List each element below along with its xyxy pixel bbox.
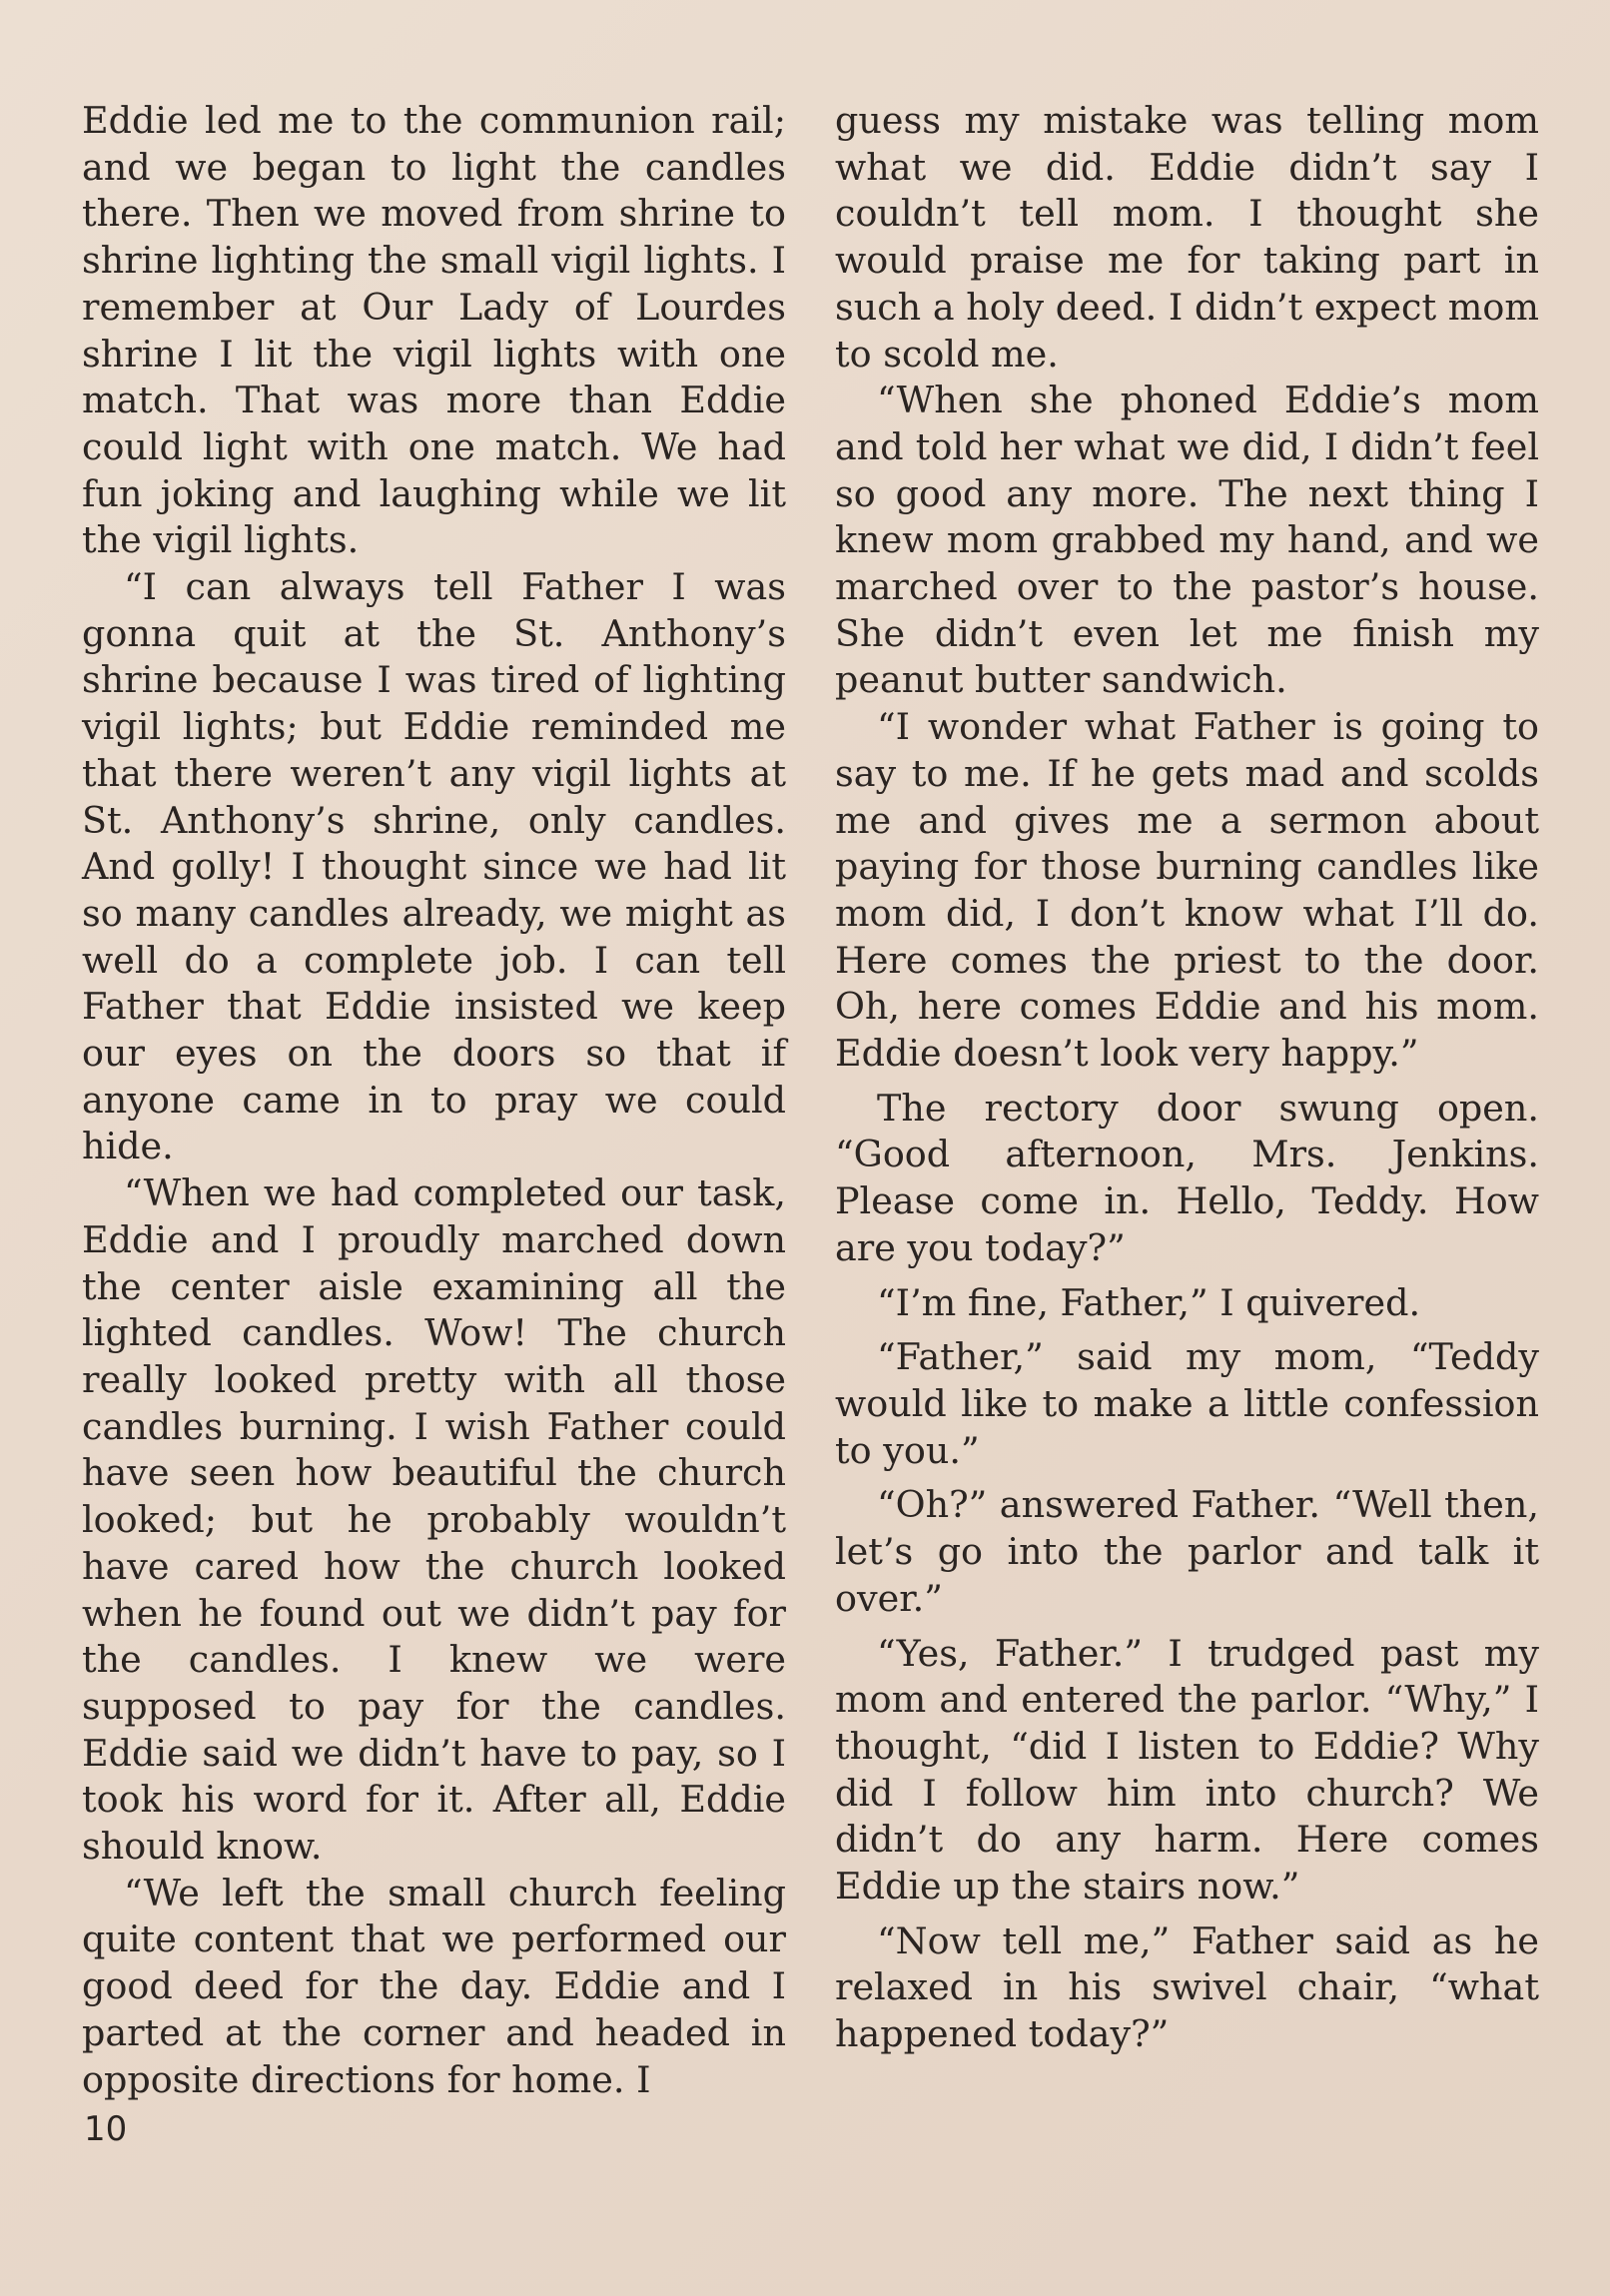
paragraph: Eddie led me to the communion rail; and we began to light the candles there. Then we moved from shrine to shrine lighting the small vigil lights. I remember at Our Lady of Lourdes shrine I lit the vigil lights with one match. That was more than Eddie could light with one match. We had fun joking and laughing while we lit the vigil lights. <box>82 99 786 562</box>
paragraph: The rectory door swung open. “Good afternoon, Mrs. Jenkins. Please come in. Hello, Teddy. How are you today?” <box>835 1086 1539 1269</box>
paragraph: “When she phoned Eddie’s mom and told her what we did, I didn’t feel so good any more. The next thing I knew mom grabbed my hand, and we marched over to the pastor’s house. She didn’t even let me finish my peanut butter sandwich. <box>835 379 1539 702</box>
paragraph: “Father,” said my mom, “Teddy would like to make a little confession to you.” <box>835 1335 1539 1472</box>
right-column <box>835 98 1539 2058</box>
paragraph: “I can always tell Father I was gonna quit at the St. Anthony’s shrine because I was tired of lighting vigil lights; but Eddie reminded me that there weren’t any vigil lights at St. Anthony’s shrine, only candles. And golly! I thought since we had lit so many candles already, we might as well do a complete job. I can tell Father that Eddie insisted we keep our eyes on the doors so that if anyone came in to pray we could hide. <box>82 565 786 1168</box>
paragraph: “Oh?” answered Father. “Well then, let’s go into the parlor and talk it over.” <box>835 1483 1539 1620</box>
paragraph: “We left the small church feeling quite content that we performed our good deed for the day. Eddie and I parted at the corner and headed in opposite directions for home. I <box>82 1871 786 2101</box>
paragraph: guess my mistake was telling mom what we did. Eddie didn’t say I couldn’t tell mom. I thought she would praise me for taking part in such a holy deed. I didn’t expect mom to scold me. <box>835 99 1539 376</box>
paragraph: “When we had completed our task, Eddie and I proudly marched down the center aisle examining all the lighted candles. Wow! The church really looked pretty with all those candles burning. I wish Father could have seen how beautiful the church looked; but he probably wouldn’t have cared how the church looked when he found out we didn’t pay for the candles. I knew we were supposed to pay for the candles. Eddie said we didn’t have to pay, so I took his word for it. After all, Eddie should know. <box>82 1171 786 1869</box>
paragraph: “Now tell me,” Father said as he relaxed in his swivel chair, “what happened today?” <box>835 1918 1539 2056</box>
page-number: 10 <box>84 2109 128 2149</box>
paragraph: “I’m fine, Father,” I quivered. <box>877 1280 1421 1324</box>
left-column <box>82 98 786 2103</box>
paragraph: “I wonder what Father is going to say to me. If he gets mad and scolds me and gives me a sermon about paying for those burning candles like mom did, I don’t know what I’ll do. Here comes the priest to the door. Oh, here comes Eddie and his mom. Eddie doesn’t look very happy.” <box>835 705 1539 1076</box>
paragraph: “Yes, Father.” I trudged past my mom and entered the parlor. “Why,” I thought, “did I listen to Eddie? Why did I follow him into church? We didn’t do any harm. Here comes Eddie up the stairs now.” <box>835 1631 1539 1909</box>
